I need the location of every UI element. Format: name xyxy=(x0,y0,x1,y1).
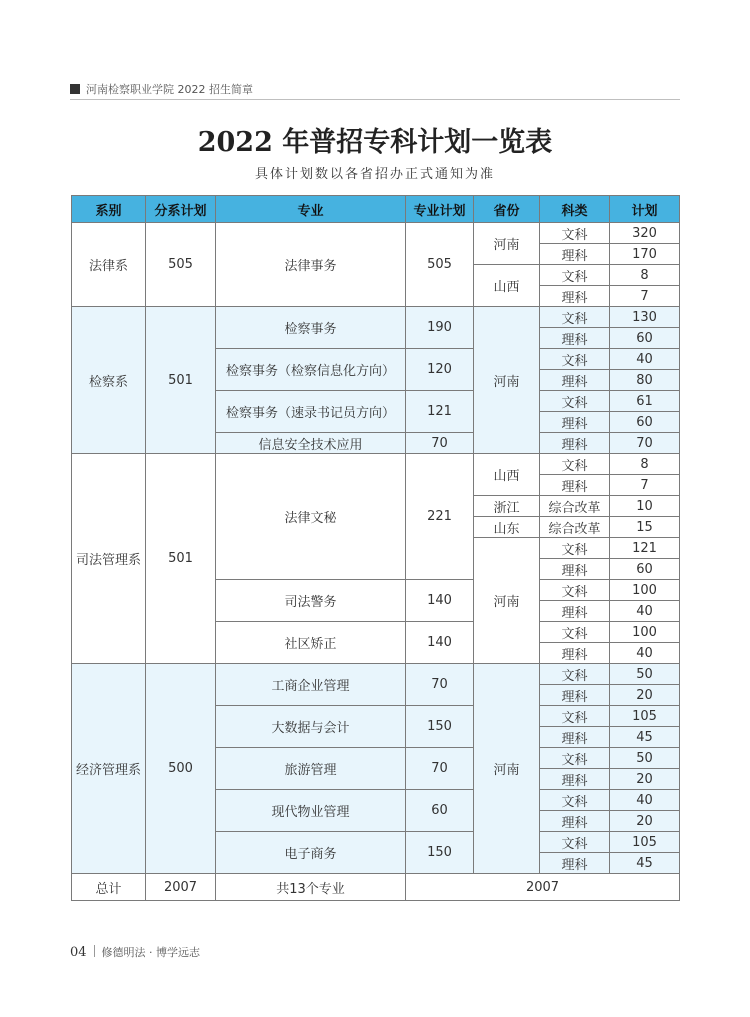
major-plan: 140 xyxy=(406,580,474,622)
plan-count: 121 xyxy=(610,538,680,559)
category: 理科 xyxy=(540,370,610,391)
plan-table xyxy=(71,195,680,901)
category: 理科 xyxy=(540,328,610,349)
plan-count: 40 xyxy=(610,601,680,622)
category: 理科 xyxy=(540,643,610,664)
province: 浙江 xyxy=(474,496,540,517)
category: 文科 xyxy=(540,265,610,286)
page-number: 04 xyxy=(70,945,87,960)
header-rule xyxy=(70,99,680,100)
category: 理科 xyxy=(540,244,610,265)
plan-count: 100 xyxy=(610,580,680,601)
department-name: 经济管理系 xyxy=(72,664,146,874)
major-name: 大数据与会计 xyxy=(216,706,406,748)
major-name: 信息安全技术应用 xyxy=(216,433,406,454)
plan-count: 60 xyxy=(610,328,680,349)
category: 理科 xyxy=(540,853,610,874)
table-row xyxy=(72,664,680,685)
major-name: 社区矫正 xyxy=(216,622,406,664)
plan-count: 130 xyxy=(610,307,680,328)
plan-count: 40 xyxy=(610,643,680,664)
major-name: 检察事务 xyxy=(216,307,406,349)
province: 河南 xyxy=(474,223,540,265)
province: 山东 xyxy=(474,517,540,538)
plan-count: 60 xyxy=(610,559,680,580)
plan-count: 45 xyxy=(610,727,680,748)
major-plan: 120 xyxy=(406,349,474,391)
page-subtitle: 具体计划数以各省招办正式通知为准 xyxy=(254,167,495,182)
major-name: 电子商务 xyxy=(216,832,406,874)
major-plan: 140 xyxy=(406,622,474,664)
plan-count: 7 xyxy=(610,286,680,307)
plan-count: 50 xyxy=(610,664,680,685)
category: 文科 xyxy=(540,664,610,685)
category: 理科 xyxy=(540,412,610,433)
major-name: 司法警务 xyxy=(216,580,406,622)
plan-count: 320 xyxy=(610,223,680,244)
category: 理科 xyxy=(540,286,610,307)
department-plan: 501 xyxy=(146,454,216,664)
page-footer xyxy=(70,941,200,961)
column-header: 专业计划 xyxy=(406,196,474,223)
total-row xyxy=(72,874,680,901)
major-name: 法律事务 xyxy=(216,223,406,307)
major-name: 旅游管理 xyxy=(216,748,406,790)
plan-count: 20 xyxy=(610,811,680,832)
category: 文科 xyxy=(540,454,610,475)
category: 文科 xyxy=(540,622,610,643)
major-plan: 505 xyxy=(406,223,474,307)
category: 理科 xyxy=(540,433,610,454)
plan-count: 60 xyxy=(610,412,680,433)
category: 综合改革 xyxy=(540,517,610,538)
plan-count: 7 xyxy=(610,475,680,496)
major-plan: 150 xyxy=(406,706,474,748)
column-header: 分系计划 xyxy=(146,196,216,223)
table-row xyxy=(72,454,680,475)
page-title: 2022 年普招专科计划一览表 xyxy=(197,127,553,158)
category: 文科 xyxy=(540,391,610,412)
major-name: 法律文秘 xyxy=(216,454,406,580)
category: 文科 xyxy=(540,349,610,370)
category: 文科 xyxy=(540,223,610,244)
department-name: 法律系 xyxy=(72,223,146,307)
plan-count: 8 xyxy=(610,454,680,475)
total-majors: 共13个专业 xyxy=(216,874,406,901)
province: 河南 xyxy=(474,664,540,874)
header-square-icon xyxy=(70,84,80,94)
category: 文科 xyxy=(540,790,610,811)
major-plan: 60 xyxy=(406,790,474,832)
header-text: 河南检察职业学院 2022 招生简章 xyxy=(86,83,253,96)
plan-count: 80 xyxy=(610,370,680,391)
major-plan: 70 xyxy=(406,748,474,790)
plan-count: 100 xyxy=(610,622,680,643)
category: 理科 xyxy=(540,811,610,832)
category: 文科 xyxy=(540,538,610,559)
category: 文科 xyxy=(540,580,610,601)
province: 山西 xyxy=(474,454,540,496)
category: 理科 xyxy=(540,559,610,580)
category: 文科 xyxy=(540,706,610,727)
major-name: 检察事务（检察信息化方向） xyxy=(216,349,406,391)
column-header: 省份 xyxy=(474,196,540,223)
category: 文科 xyxy=(540,748,610,769)
plan-count: 45 xyxy=(610,853,680,874)
department-name: 检察系 xyxy=(72,307,146,454)
major-plan: 221 xyxy=(406,454,474,580)
footer-motto: 修德明法 · 博学远志 xyxy=(101,946,201,959)
department-plan: 501 xyxy=(146,307,216,454)
category: 文科 xyxy=(540,832,610,853)
category: 理科 xyxy=(540,769,610,790)
major-name: 现代物业管理 xyxy=(216,790,406,832)
major-plan: 70 xyxy=(406,664,474,706)
category: 理科 xyxy=(540,601,610,622)
major-name: 工商企业管理 xyxy=(216,664,406,706)
category: 理科 xyxy=(540,685,610,706)
table-row xyxy=(72,223,680,244)
plan-count: 40 xyxy=(610,790,680,811)
page-header xyxy=(70,80,680,100)
plan-count: 70 xyxy=(610,433,680,454)
table-header-row xyxy=(72,196,680,223)
plan-count: 40 xyxy=(610,349,680,370)
column-header: 专业 xyxy=(216,196,406,223)
major-plan: 190 xyxy=(406,307,474,349)
plan-count: 105 xyxy=(610,832,680,853)
plan-count: 20 xyxy=(610,685,680,706)
column-header: 计划 xyxy=(610,196,680,223)
category: 理科 xyxy=(540,475,610,496)
total-plan: 2007 xyxy=(146,874,216,901)
major-plan: 121 xyxy=(406,391,474,433)
plan-count: 8 xyxy=(610,265,680,286)
major-name: 检察事务（速录书记员方向） xyxy=(216,391,406,433)
department-plan: 505 xyxy=(146,223,216,307)
plan-count: 61 xyxy=(610,391,680,412)
province: 山西 xyxy=(474,265,540,307)
province: 河南 xyxy=(474,307,540,454)
category: 理科 xyxy=(540,727,610,748)
department-name: 司法管理系 xyxy=(72,454,146,664)
category: 综合改革 xyxy=(540,496,610,517)
plan-count: 50 xyxy=(610,748,680,769)
total-sum: 2007 xyxy=(406,874,680,901)
major-plan: 70 xyxy=(406,433,474,454)
total-label: 总计 xyxy=(72,874,146,901)
plan-count: 15 xyxy=(610,517,680,538)
footer-divider xyxy=(94,945,95,957)
province: 河南 xyxy=(474,538,540,664)
column-header: 科类 xyxy=(540,196,610,223)
table-row xyxy=(72,307,680,328)
major-plan: 150 xyxy=(406,832,474,874)
column-header: 系别 xyxy=(72,196,146,223)
category: 文科 xyxy=(540,307,610,328)
plan-count: 170 xyxy=(610,244,680,265)
plan-count: 20 xyxy=(610,769,680,790)
department-plan: 500 xyxy=(146,664,216,874)
plan-count: 105 xyxy=(610,706,680,727)
plan-count: 10 xyxy=(610,496,680,517)
